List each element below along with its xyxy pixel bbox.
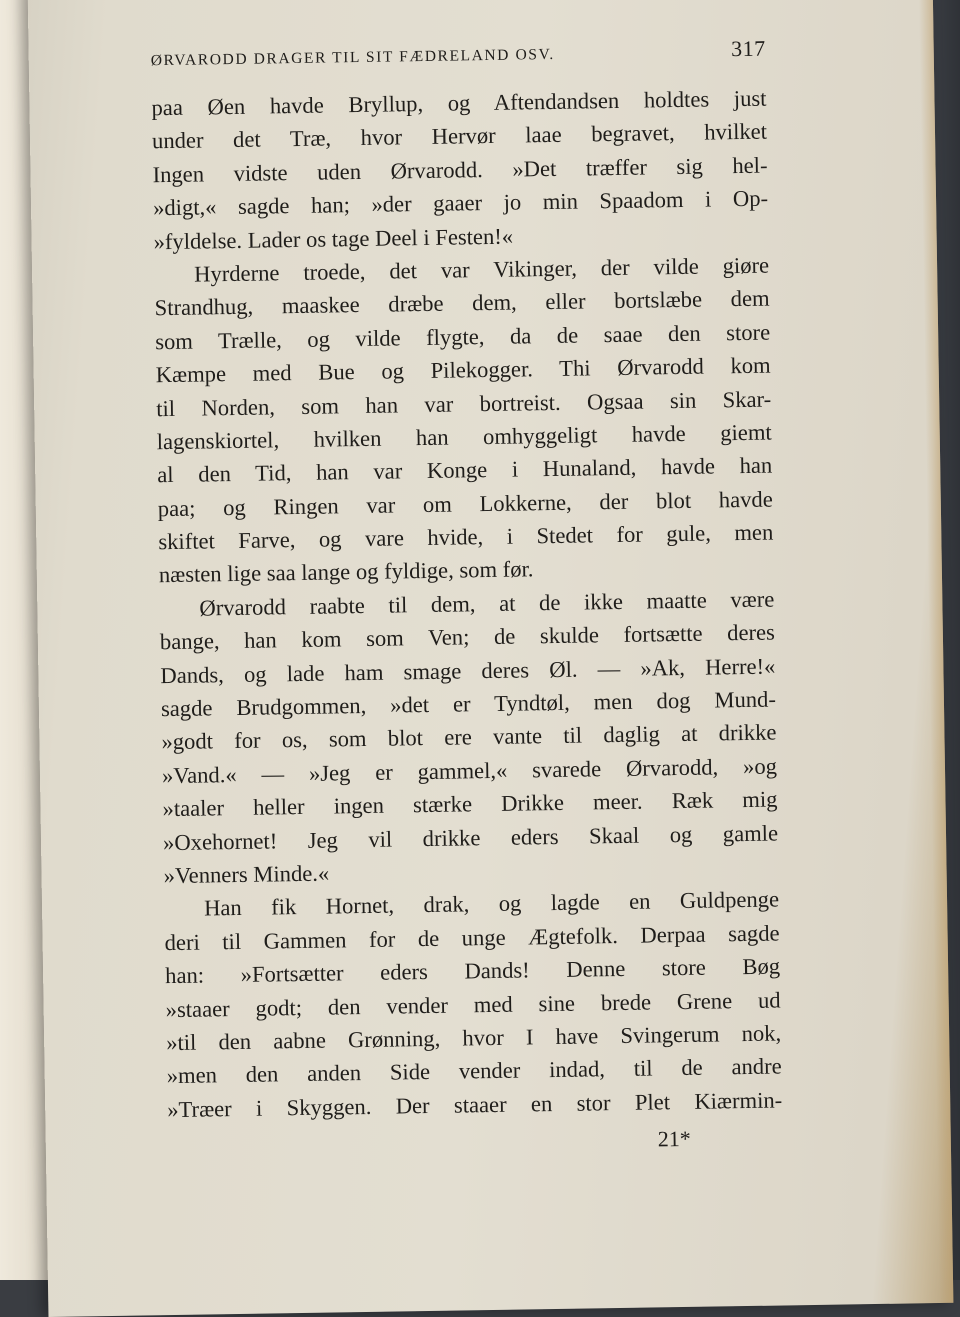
text-line: »staaer godt; den vender med sine brede Grene ud	[165, 987, 781, 1022]
text-line: »taaler heller ingen stærke Drikke meer. Ræk mig	[162, 786, 778, 822]
text-line: sagde Brudgommen, »det er Tyndtøl, men dog Mund-	[160, 686, 777, 722]
signature-mark: 21*	[657, 1126, 691, 1152]
text-line: lagenskiortel, hvilken han omhyggeligt havde giemt	[156, 419, 772, 455]
text-line: til Norden, som han var bortreist. Ogsaa sin Skar-	[156, 386, 772, 421]
text-line: »Træer i Skyggen. Der staaer en stor Plet Kiærmin-	[167, 1087, 783, 1122]
book-page	[28, 0, 954, 1317]
text-line: Dands, og lade ham smage deres Øl. — »Ak, Herre!«	[160, 653, 776, 688]
text-line: som Trælle, og vilde flygte, da de saae den store	[154, 319, 771, 354]
page-number: 317	[730, 35, 766, 62]
text-line: al den Tid, han var Konge i Hunaland, havde han	[157, 452, 773, 488]
page-content	[151, 36, 783, 1161]
text-line: »fyldelse. Lader os tage Deel i Festen!«	[153, 223, 514, 254]
running-head-title: ØRVARODD DRAGER TIL SIT FÆDRELAND OSV.	[150, 45, 555, 70]
body-text	[151, 82, 782, 1127]
text-line: Ørvarodd raabte til dem, at de ikke maatte være	[199, 586, 775, 621]
text-line: han: »Fortsætter eders Dands! Denne store Bøg	[164, 953, 781, 989]
text-line: deri til Gammen for de unge Ægtefolk. Derpaa sagde	[164, 920, 780, 955]
text-line: »til den aabne Grønning, hvor I have Svingerum nok,	[166, 1020, 782, 1056]
text-line: »digt,« sagde han; »der gaaer jo min Spaadom i Op-	[152, 185, 769, 221]
text-line: »men den anden Side vender indad, til de andre	[166, 1053, 782, 1089]
text-line: Strandhug, maaskee dræbe dem, eller bortslæbe dem	[154, 285, 770, 321]
text-line: »godt for os, som blot ere vante til daglig at drikke	[161, 719, 777, 755]
text-line: under det Træ, hvor Hervør laae begravet, hvilket	[151, 118, 768, 154]
text-line: paa; og Ringen var om Lokkerne, der blot havde	[157, 486, 773, 521]
text-line: »Vand.« — »Jeg er gammel,« svarede Ørvarodd, »og	[161, 753, 778, 788]
text-line: Kæmpe med Bue og Pilekogger. Thi Ørvarodd kom	[155, 352, 771, 388]
text-line: Ingen vidste uden Ørvarodd. »Det træffer sig hel-	[152, 152, 768, 188]
text-line: bange, han kom som Ven; de skulde fortsætte deres	[159, 619, 776, 655]
text-line: Hyrderne troede, det var Vikinger, der vilde giøre	[193, 252, 770, 287]
text-line: »Venners Minde.«	[163, 860, 330, 889]
running-head	[151, 36, 766, 72]
text-line: næsten lige saa lange og fyldige, som før.	[158, 556, 534, 588]
text-line: skiftet Farve, og vare hvide, i Stedet for gule, men	[158, 519, 774, 555]
text-line: Han fik Hornet, drak, og lagde en Guldpenge	[203, 886, 780, 921]
text-line: »Oxehornet! Jeg vil drikke eders Skaal og gamle	[162, 820, 779, 855]
text-line: paa Øen havde Bryllup, og Aftendandsen holdtes just	[151, 85, 767, 121]
